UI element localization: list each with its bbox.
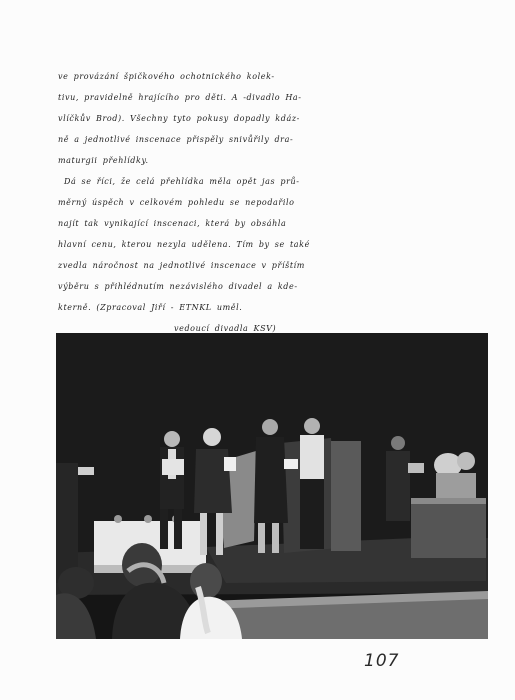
- text-line: maturgii přehlídky.: [58, 156, 149, 165]
- text-line: výběru s přihlédnutím nezávislého divadel a kde-: [58, 282, 298, 291]
- text-line: kterně. (Zpracoval Jiří - ETNKL uměl.: [58, 303, 243, 312]
- text-line: vlíčkův Brod). Všechny tyto pokusy dopadly kdáz-: [58, 114, 300, 123]
- text-line: vedoucí divadla KSV): [174, 324, 277, 333]
- text-line: měrný úspěch v celkovém pohledu se nepodařilo: [58, 198, 295, 207]
- text-line: tivu, pravidelně hrajícího pro děti. A -divadlo Ha-: [58, 93, 302, 102]
- text-line: najít tak vynikající inscenaci, která by obsáhla: [58, 219, 287, 228]
- page-number: 107: [364, 651, 400, 671]
- text-line: ve provázání špičkového ochotnického kolek-: [58, 72, 275, 81]
- handwritten-text-block: [58, 66, 358, 339]
- text-line: hlavní cenu, kterou nezyla udělena. Tím by se také: [58, 240, 310, 249]
- stage-photograph: [56, 333, 488, 639]
- text-line: ně a jednotlivé inscenace přispěly snivůřily dra-: [58, 135, 294, 144]
- text-line: zvedla náročnost na jednotlivé inscenace v příštím: [58, 261, 305, 270]
- text-line: Dá se říci, že celá přehlídka měla opět jas prů-: [64, 177, 300, 186]
